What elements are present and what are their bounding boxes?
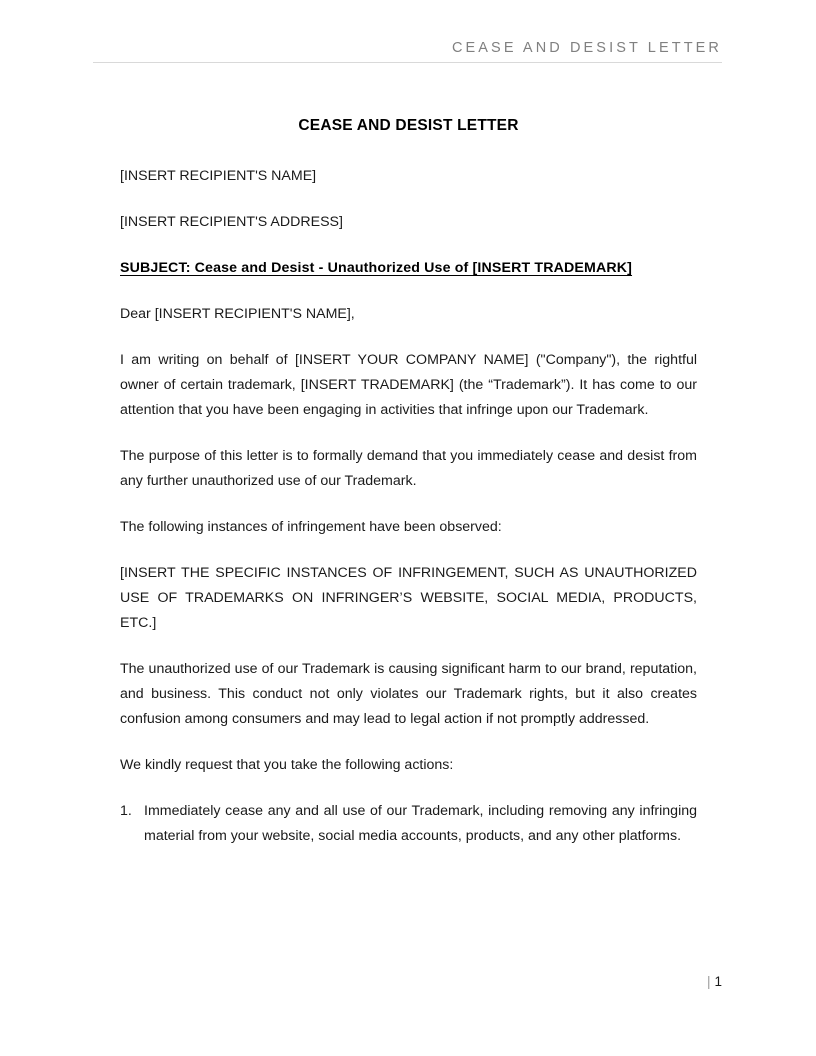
running-header <box>93 40 722 63</box>
salutation: Dear [INSERT RECIPIENT'S NAME], <box>120 306 355 323</box>
header-divider <box>93 62 722 63</box>
subject-line: SUBJECT: Cease and Desist - Unauthorized Use of [INSERT TRADEMARK] <box>120 260 633 277</box>
recipient-address-placeholder: [INSERT RECIPIENT'S ADDRESS] <box>120 214 343 231</box>
body-paragraph-intro: I am writing on behalf of [INSERT YOUR COMPANY NAME] ("Company"), the rightful owner of certain trademark, [INSERT TRADEMARK] (the “Trademark”). It has come to our attention that you have been engaging in activities that infringe upon our Trademark. <box>120 352 697 419</box>
recipient-name-placeholder: [INSERT RECIPIENT'S NAME] <box>120 168 317 185</box>
list-item: Immediately cease any and all use of our Trademark, including removing any infringing material from your website, social media accounts, products, and any other platforms. <box>144 803 697 845</box>
body-paragraph-instances-placeholder: [INSERT THE SPECIFIC INSTANCES OF INFRINGEMENT, SUCH AS UNAUTHORIZED USE OF TRADEMARKS ON INFRINGER’S WEBSITE, SOCIAL MEDIA, PRODUCTS, ETC.] <box>120 565 697 632</box>
footer-separator: | <box>706 974 711 989</box>
body-paragraph-harm: The unauthorized use of our Trademark is causing significant harm to our brand, reputation, and business. This conduct not only violates our Trademark rights, but it also creates confusion among consumers and may lead to legal action if not promptly addressed. <box>120 661 697 728</box>
page-title: CEASE AND DESIST LETTER <box>298 117 519 134</box>
body-paragraph-demand: The purpose of this letter is to formally demand that you immediately cease and desist from any further unauthorized use of our Trademark. <box>120 448 697 490</box>
running-header-text: CEASE AND DESIST LETTER <box>451 40 722 56</box>
body-paragraph-instances-lead: The following instances of infringement have been observed: <box>120 519 502 536</box>
action-list <box>120 799 697 849</box>
body-paragraph-actions-lead: We kindly request that you take the following actions: <box>120 757 454 774</box>
subject-paragraph <box>120 256 697 281</box>
document-body <box>120 116 697 849</box>
page-number: 1 <box>714 974 722 989</box>
page-footer <box>120 972 722 992</box>
